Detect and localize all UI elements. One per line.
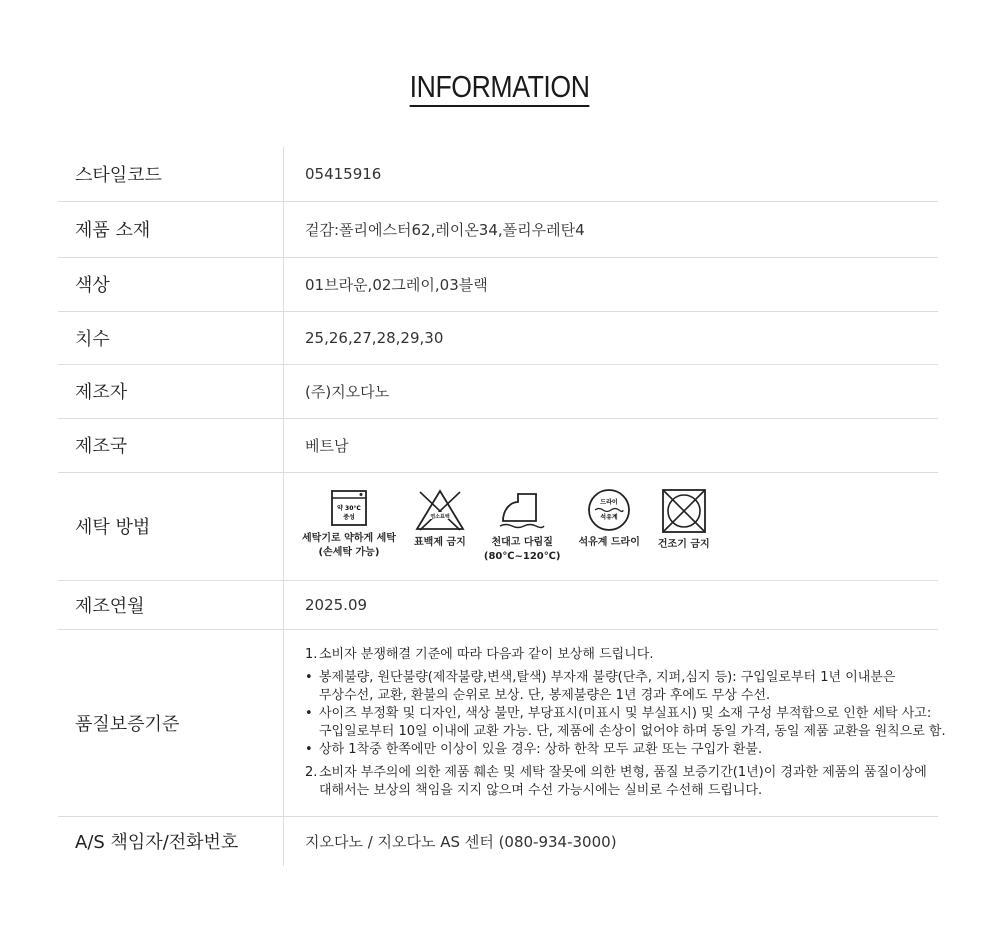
care-caption-line: (80℃~120℃) bbox=[483, 551, 561, 562]
quality-line: 구입일로부터 10일 이내에 교환 가능. 단, 제품에 손상이 없어야 하며 동일 가격, 동일 제품 교환을 원칙으로 함. bbox=[319, 723, 946, 739]
value-material: 겉감:폴리에스터62,레이온34,폴리우레탄4 bbox=[284, 201, 939, 257]
label-quality: 품질보증기준 bbox=[58, 629, 284, 816]
quality-line: 소비자 분쟁해결 기준에 따라 다음과 같이 보상해 드립니다. bbox=[319, 646, 654, 662]
value-quality bbox=[284, 629, 946, 816]
care-item-no-bleach bbox=[414, 488, 466, 550]
care-icons bbox=[302, 488, 937, 564]
value-date: 2025.09 bbox=[284, 580, 939, 629]
quality-item bbox=[305, 669, 937, 705]
row-style-code bbox=[58, 147, 938, 201]
no-bleach-text: 염소표백 bbox=[430, 514, 450, 520]
quality-line: 상하 1착중 한쪽에만 이상이 있을 경우: 상하 한착 모두 교환 또는 구입가 환불. bbox=[319, 741, 763, 757]
care-caption-iron bbox=[484, 536, 561, 564]
label-manufacturer: 제조자 bbox=[58, 364, 284, 418]
care-caption-dry-clean bbox=[578, 536, 639, 550]
value-country: 베트남 bbox=[284, 418, 939, 472]
care-caption-line: 건조기 금지 bbox=[657, 539, 710, 550]
quality-item bbox=[305, 741, 937, 759]
row-material bbox=[58, 201, 938, 257]
value-size: 25,26,27,28,29,30 bbox=[284, 311, 939, 364]
quality-item bbox=[305, 705, 946, 741]
page-title-wrap bbox=[0, 70, 1000, 107]
care-caption-line: (손세탁 가능) bbox=[318, 547, 380, 558]
quality-line: 소비자 부주의에 의한 제품 훼손 및 세탁 잘못에 의한 변형, 품질 보증기간(1년)이 경과한 제품의 품질이상에 bbox=[319, 764, 927, 780]
care-item-iron bbox=[484, 488, 561, 564]
value-manufacturer: (주)지오다노 bbox=[284, 364, 939, 418]
no-bleach-icon bbox=[414, 488, 466, 532]
label-date: 제조연월 bbox=[58, 580, 284, 629]
dry-clean-bottom-text: 석유계 bbox=[600, 514, 618, 521]
label-country: 제조국 bbox=[58, 418, 284, 472]
quality-item-mark: • bbox=[305, 705, 313, 721]
care-caption-machine-wash bbox=[302, 532, 396, 560]
care-caption-no-tumble-dry bbox=[658, 538, 710, 552]
machine-wash-gentle-icon bbox=[329, 488, 369, 528]
value-washing bbox=[284, 472, 939, 580]
label-style-code: 스타일코드 bbox=[58, 147, 284, 201]
value-as: 지오다노 / 지오다노 AS 센터 (080-934-3000) bbox=[305, 832, 617, 851]
care-item-machine-wash bbox=[302, 488, 396, 560]
label-color: 색상 bbox=[58, 257, 284, 311]
label-size: 치수 bbox=[58, 311, 284, 364]
care-caption-line: 천대고 다림질 bbox=[491, 537, 553, 548]
quality-line: 대해서는 보상의 책임을 지지 않으며 수선 가능시에는 실비로 수선해 드립니다. bbox=[319, 782, 763, 798]
quality-item bbox=[305, 646, 937, 664]
quality-line: 사이즈 부정확 및 디자인, 색상 불만, 부당표시(미표시 및 부실표시) 및 소재 구성 부적합으로 인한 세탁 사고: bbox=[319, 705, 932, 721]
label-washing: 세탁 방법 bbox=[58, 472, 284, 580]
label-as: A/S 책임자/전화번호 bbox=[58, 816, 284, 866]
page-title: INFORMATION bbox=[410, 70, 590, 107]
quality-line: 봉제불량, 원단불량(제작불량,변색,탈색) 부자재 불량(단추, 지퍼,심지 등): 구입일로부터 1년 이내분은 bbox=[319, 669, 896, 685]
care-item-no-tumble-dry bbox=[658, 488, 710, 552]
quality-item-mark: 1. bbox=[305, 646, 318, 662]
quality-item-text bbox=[319, 669, 895, 705]
label-material: 제품 소재 bbox=[58, 201, 284, 257]
row-date bbox=[58, 580, 938, 629]
quality-item-text bbox=[319, 646, 653, 664]
row-as bbox=[58, 816, 938, 866]
quality-item-mark: • bbox=[305, 669, 313, 685]
care-caption-no-bleach bbox=[414, 536, 466, 550]
no-tumble-dry-icon bbox=[661, 488, 707, 534]
care-item-dry-clean bbox=[578, 488, 639, 550]
quality-item bbox=[305, 764, 937, 800]
row-quality bbox=[58, 629, 938, 816]
care-caption-line: 표백제 금지 bbox=[414, 537, 466, 548]
petroleum-dry-clean-icon bbox=[586, 488, 632, 532]
machine-wash-temp-text: 약 30°C bbox=[337, 505, 361, 512]
row-manufacturer bbox=[58, 364, 938, 418]
care-caption-line: 석유계 드라이 bbox=[578, 537, 640, 548]
dry-clean-top-text: 드라이 bbox=[600, 499, 618, 506]
row-color bbox=[58, 257, 938, 311]
machine-wash-detergent-text: 중성 bbox=[343, 514, 355, 521]
row-washing bbox=[58, 472, 938, 580]
quality-item-text bbox=[319, 705, 946, 741]
row-country bbox=[58, 418, 938, 472]
info-table bbox=[58, 147, 946, 866]
care-caption-line: 세탁기로 약하게 세탁 bbox=[302, 533, 396, 544]
quality-item-text bbox=[319, 764, 927, 800]
quality-item-mark: 2. bbox=[305, 764, 318, 780]
quality-item-mark: • bbox=[305, 741, 313, 757]
value-style-code: 05415916 bbox=[284, 147, 939, 201]
quality-line: 무상수선, 교환, 환불의 순위로 보상. 단, 봉제불량은 1년 경과 후에도 무상 수선. bbox=[319, 687, 771, 703]
iron-with-cloth-icon bbox=[498, 488, 546, 532]
value-color: 01브라운,02그레이,03블랙 bbox=[284, 257, 939, 311]
row-size bbox=[58, 311, 938, 364]
quality-item-text bbox=[319, 741, 762, 759]
